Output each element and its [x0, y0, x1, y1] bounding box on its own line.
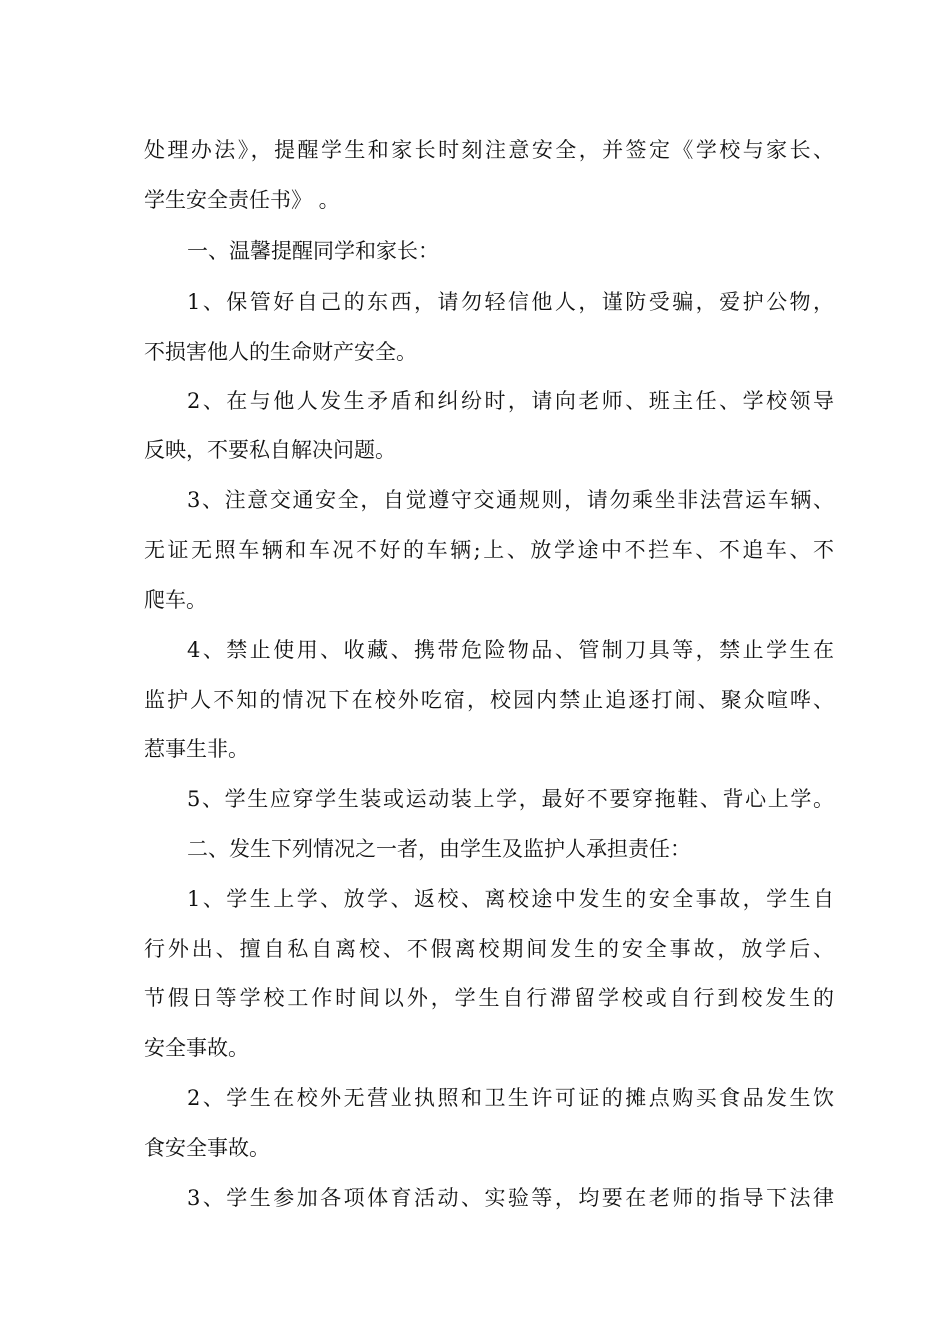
paragraph-line: 食安全事故。 — [144, 1136, 270, 1160]
paragraph-line: 惹事生非。 — [144, 737, 249, 761]
paragraph-line: 处理办法》，提醒学生和家长时刻注意安全，并签定《学校与家长、 — [144, 138, 834, 162]
paragraph-line: 1、保管好自己的东西，请勿轻信他人，谨防受骗，爱护公物， — [187, 290, 834, 314]
paragraph-line: 无证无照车辆和车况不好的车辆;上、放学途中不拦车、不追车、不 — [144, 538, 834, 562]
paragraph-line: 3、注意交通安全，自觉遵守交通规则，请勿乘坐非法营运车辆、 — [187, 488, 834, 512]
paragraph-line: 5、学生应穿学生装或运动装上学，最好不要穿拖鞋、背心上学。 — [187, 787, 834, 811]
paragraph-line: 2、在与他人发生矛盾和纠纷时，请向老师、班主任、学校领导 — [187, 389, 834, 413]
section-heading: 一、温馨提醒同学和家长： — [187, 239, 439, 263]
paragraph-line: 爬车。 — [144, 588, 207, 612]
paragraph-line: 学生安全责任书》 。 — [144, 188, 340, 212]
paragraph-line: 反映，不要私自解决问题。 — [144, 438, 396, 462]
paragraph-line: 1、学生上学、放学、返校、离校途中发生的安全事故，学生自 — [187, 887, 834, 911]
paragraph-line: 2、学生在校外无营业执照和卫生许可证的摊点购买食品发生饮 — [187, 1086, 834, 1110]
paragraph-line: 3、学生参加各项体育活动、实验等，均要在老师的指导下法律 — [187, 1186, 834, 1210]
paragraph-line: 监护人不知的情况下在校外吃宿，校园内禁止追逐打闹、聚众喧哗、 — [144, 688, 834, 712]
paragraph-line: 行外出、擅自私自离校、不假离校期间发生的安全事故，放学后、 — [144, 937, 834, 961]
paragraph-line: 不损害他人的生命财产安全。 — [144, 340, 417, 364]
section-heading: 二、发生下列情况之一者，由学生及监护人承担责任： — [187, 837, 691, 861]
paragraph-line: 4、禁止使用、收藏、携带危险物品、管制刀具等，禁止学生在 — [187, 638, 834, 662]
paragraph-line: 安全事故。 — [144, 1036, 249, 1060]
paragraph-line: 节假日等学校工作时间以外，学生自行滞留学校或自行到校发生的 — [144, 986, 834, 1010]
